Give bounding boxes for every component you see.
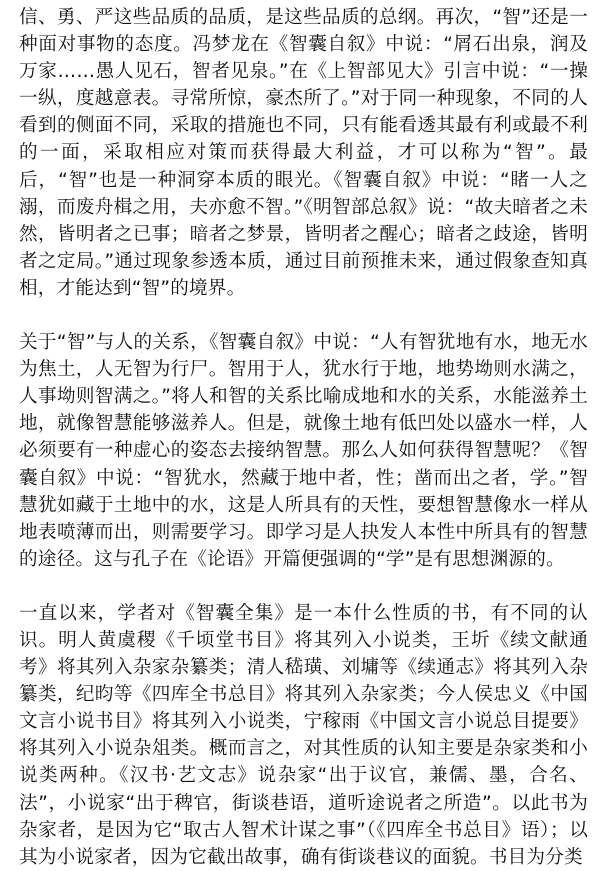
paragraph-1: 信、勇、严这些品质的品质，是这些品质的总纲。再次，“智”还是一种面对事物的态度。冯梦龙在《智囊自叙》中说：“屑石出泉，润及万家……愚人见石，智者见泉。”在《上智部见大》引言中说：“一操一纵，度越意表。寻常所惊，豪杰所了。”对于同一种现象，不同的人看到的侧面不同，采取的措施也不同，只有能看透其最有利或最不利的一面，采取相应对策而获得最大利益，才可以称为“智”。最后，“智”也是一种洞穿本质的眼光。《智囊自叙》中说：“睹一人之溺，而废舟楫之用，夫亦愈不智。”《明智部总叙》说：“故夫暗者之未然，皆明者之已事；暗者之梦景，皆明者之醒心；暗者之歧途，皆明者之定局。”通过现象参透本质，通过目前预推未来，通过假象查知真相，才能达到“智”的境界。 — [19, 7, 588, 299]
paragraph-3: 一直以来，学者对《智囊全集》是一本什么性质的书，有不同的认识。明人黄虞稷《千顷堂书目》将其列入小说类，王圻《续文献通考》将其列入杂家杂纂类；清人嵇璜、刘墉等《续通志》将其列入杂纂类，纪昀等《四库全书总目》将其列入杂家类；今人侯忠义《中国文言小说书目》将其列入小说类，宁稼雨《中国文言小说总目提要》将其列入小说杂俎类。概而言之，对其性质的认知主要是杂家类和小说类两种。《汉书·艺文志》说杂家“出于议官，兼儒、墨，合名、法”，小说家“出于稗官，街谈巷语，道听途说者之所造”。以此书为杂家者，是因为它“取古人智术计谋之事”（《四库全书总目》语）；以其为小说家者，因为它截出故事，确有街谈巷议的面貌。书目为分类 — [19, 602, 588, 868]
paragraph-2: 关于“智”与人的关系，《智囊自叙》中说：“人有智犹地有水，地无水为焦土，人无智为行尸。智用于人，犹水行于地，地势坳则水满之，人事坳则智满之。”将人和智的关系比喻成地和水的关系，水能滋养土地，就像智慧能够滋养人。但是，就像土地有低凹处以盛水一样，人必须要有一种虚心的姿态去接纳智慧。那么人如何获得智慧呢？《智囊自叙》中说：“智犹水，然藏于地中者，性；凿而出之者，学。”智慧犹如藏于土地中的水，这是人所具有的天性，要想智慧像水一样从地表喷薄而出，则需要学习。即学习是人抉发人本性中所具有的智慧的途径。这与孔子在《论语》开篇便强调的“学”是有思想渊源的。 — [19, 332, 588, 570]
